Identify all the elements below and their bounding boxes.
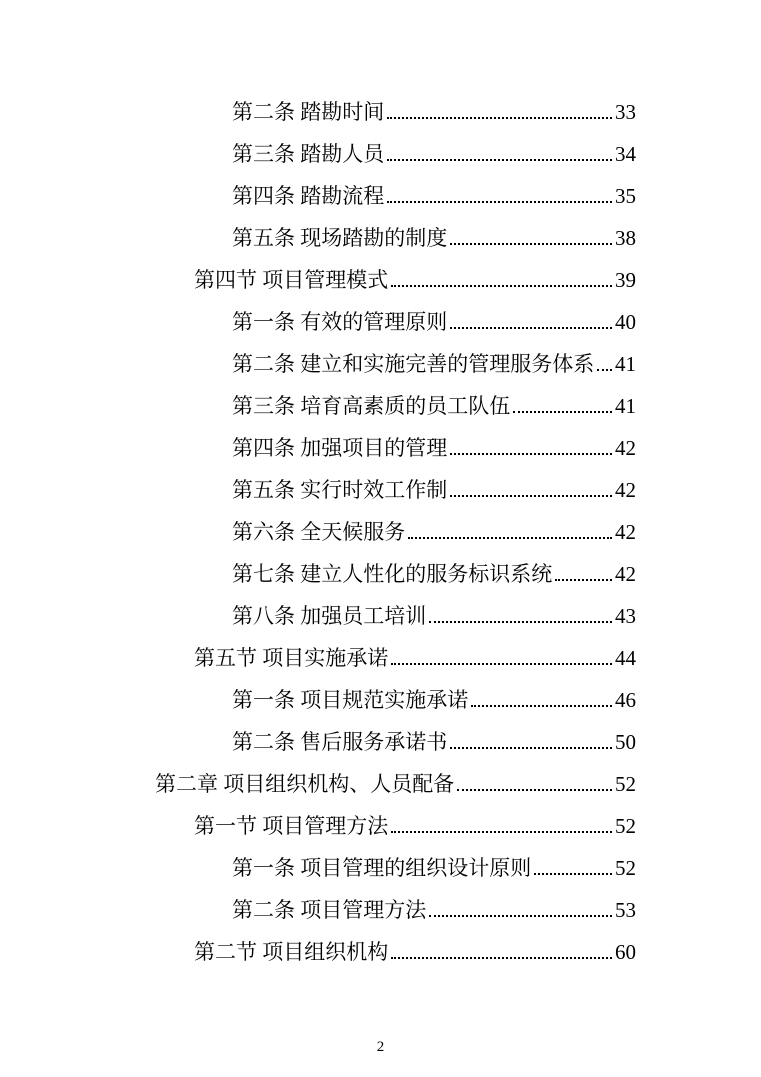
- toc-entry[interactable]: [0, 91, 761, 133]
- toc-entry-title: 第一条 有效的管理原则: [232, 310, 448, 334]
- toc-leader-dots: [597, 369, 612, 371]
- toc-leader-dots: [450, 327, 612, 329]
- toc-entry-page: 41: [615, 394, 636, 418]
- toc-entry[interactable]: [0, 847, 761, 889]
- toc-entry-page: 50: [615, 730, 636, 754]
- toc-entry-page: 60: [615, 940, 636, 964]
- toc-entry-title: 第五条 现场踏勘的制度: [232, 226, 448, 250]
- toc-entry-title: 第一条 项目规范实施承诺: [232, 688, 469, 712]
- toc-entry-page: 44: [615, 646, 636, 670]
- toc-entry[interactable]: [0, 637, 761, 679]
- toc-entry-title: 第四节 项目管理模式: [194, 268, 389, 292]
- toc-leader-dots: [429, 621, 612, 623]
- toc-entry-page: 46: [615, 688, 636, 712]
- toc-entry-page: 34: [615, 142, 636, 166]
- toc-entry[interactable]: [0, 301, 761, 343]
- toc-entry[interactable]: [0, 595, 761, 637]
- toc-entry-page: 53: [615, 898, 636, 922]
- toc-leader-dots: [450, 747, 612, 749]
- toc-leader-dots: [534, 873, 612, 875]
- toc-entry-page: 52: [615, 856, 636, 880]
- toc-entry-page: 42: [615, 478, 636, 502]
- toc-leader-dots: [450, 495, 612, 497]
- toc-leader-dots: [450, 243, 612, 245]
- toc-leader-dots: [457, 789, 612, 791]
- toc-entry[interactable]: [0, 889, 761, 931]
- toc-leader-dots: [471, 705, 612, 707]
- toc-leader-dots: [391, 957, 612, 959]
- toc-entry[interactable]: [0, 931, 761, 973]
- toc-entry[interactable]: [0, 427, 761, 469]
- toc-entry[interactable]: [0, 175, 761, 217]
- toc-entry-title: 第一条 项目管理的组织设计原则: [232, 856, 532, 880]
- toc-leader-dots: [387, 201, 612, 203]
- toc-leader-dots: [408, 537, 612, 539]
- table-of-contents: [0, 91, 761, 973]
- toc-entry[interactable]: [0, 343, 761, 385]
- toc-entry-title: 第二条 项目管理方法: [232, 898, 427, 922]
- toc-entry[interactable]: [0, 763, 761, 805]
- toc-entry[interactable]: [0, 469, 761, 511]
- toc-entry[interactable]: [0, 385, 761, 427]
- toc-entry[interactable]: [0, 511, 761, 553]
- toc-entry[interactable]: [0, 721, 761, 763]
- toc-entry-page: 39: [615, 268, 636, 292]
- toc-entry-page: 52: [615, 814, 636, 838]
- toc-leader-dots: [513, 411, 612, 413]
- toc-entry-title: 第二条 踏勘时间: [232, 100, 385, 124]
- toc-entry-page: 42: [615, 520, 636, 544]
- toc-entry-title: 第四条 踏勘流程: [232, 184, 385, 208]
- toc-entry-title: 第六条 全天候服务: [232, 520, 406, 544]
- toc-entry-title: 第七条 建立人性化的服务标识系统: [232, 562, 553, 586]
- toc-leader-dots: [387, 117, 612, 119]
- toc-entry-page: 42: [615, 436, 636, 460]
- toc-leader-dots: [450, 453, 612, 455]
- toc-entry-title: 第三条 培育高素质的员工队伍: [232, 394, 511, 418]
- toc-entry-title: 第五条 实行时效工作制: [232, 478, 448, 502]
- toc-leader-dots: [391, 831, 612, 833]
- toc-leader-dots: [429, 915, 612, 917]
- toc-entry[interactable]: [0, 805, 761, 847]
- toc-leader-dots: [391, 285, 612, 287]
- toc-entry-page: 41: [615, 352, 636, 376]
- toc-entry[interactable]: [0, 679, 761, 721]
- toc-entry-page: 33: [615, 100, 636, 124]
- toc-entry-title: 第二章 项目组织机构、人员配备: [155, 772, 455, 796]
- toc-entry-page: 40: [615, 310, 636, 334]
- toc-entry-title: 第五节 项目实施承诺: [194, 646, 389, 670]
- toc-entry-title: 第四条 加强项目的管理: [232, 436, 448, 460]
- toc-entry-title: 第二条 建立和实施完善的管理服务体系: [232, 352, 595, 376]
- toc-entry[interactable]: [0, 217, 761, 259]
- toc-entry-page: 35: [615, 184, 636, 208]
- toc-entry-title: 第一节 项目管理方法: [194, 814, 389, 838]
- page-footer: [0, 1040, 761, 1055]
- toc-entry-title: 第八条 加强员工培训: [232, 604, 427, 628]
- toc-entry[interactable]: [0, 259, 761, 301]
- toc-entry-page: 42: [615, 562, 636, 586]
- toc-entry[interactable]: [0, 553, 761, 595]
- toc-entry-title: 第三条 踏勘人员: [232, 142, 385, 166]
- footer-page-number: 2: [376, 1039, 385, 1055]
- toc-entry-title: 第二条 售后服务承诺书: [232, 730, 448, 754]
- toc-entry-title: 第二节 项目组织机构: [194, 940, 389, 964]
- toc-leader-dots: [391, 663, 612, 665]
- toc-leader-dots: [387, 159, 612, 161]
- toc-leader-dots: [555, 579, 612, 581]
- toc-entry-page: 52: [615, 772, 636, 796]
- toc-entry-page: 43: [615, 604, 636, 628]
- toc-entry-page: 38: [615, 226, 636, 250]
- toc-entry[interactable]: [0, 133, 761, 175]
